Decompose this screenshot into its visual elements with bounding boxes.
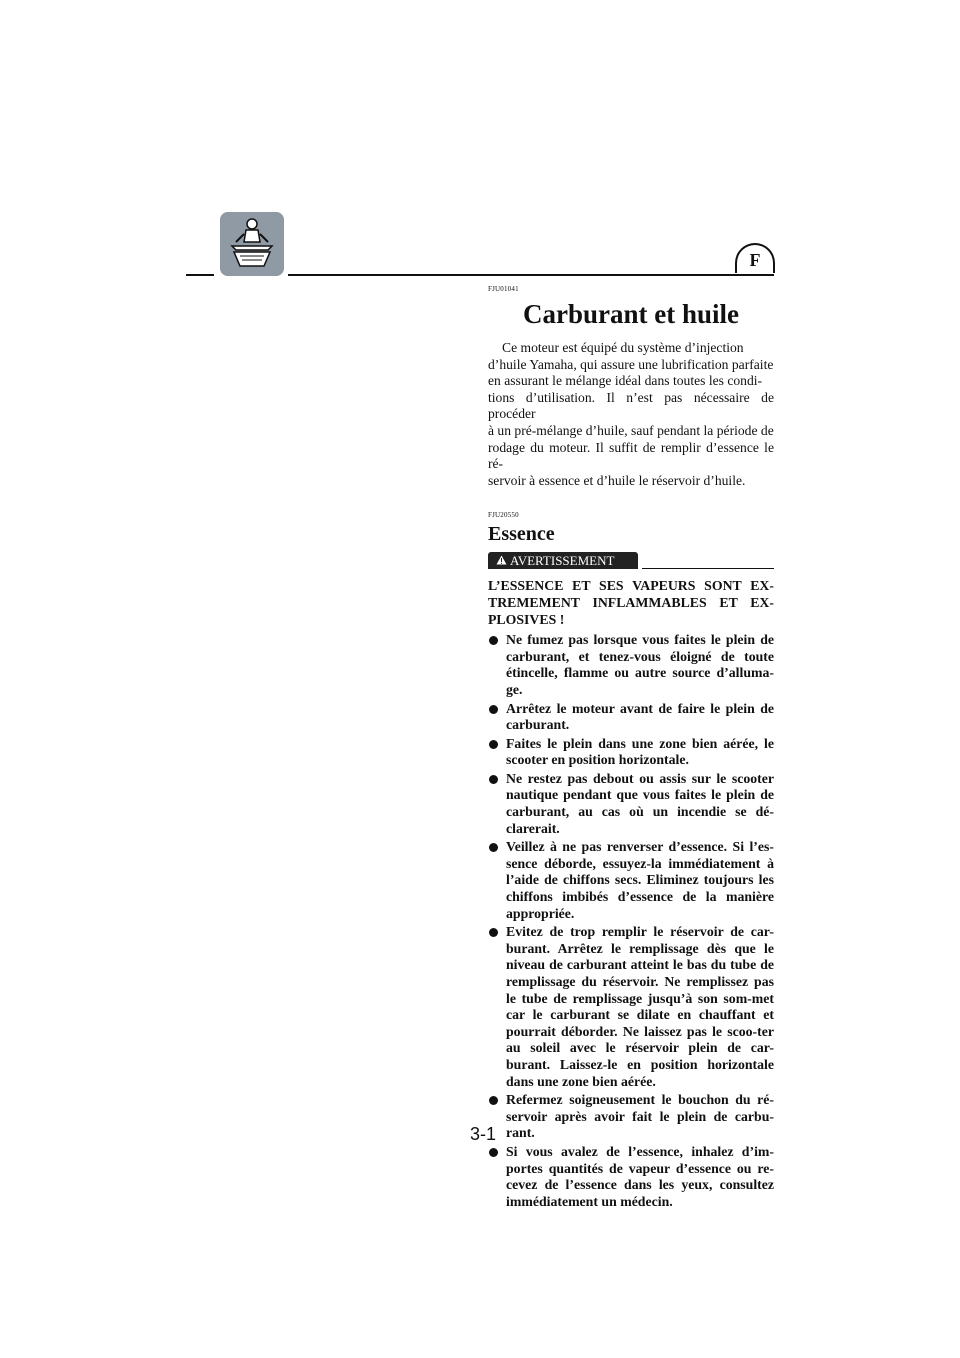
subsection-code: FJU20550: [488, 511, 519, 520]
bullet-text: Arrêtez le moteur avant de faire le plein de carburant.: [506, 700, 774, 733]
bullet-text: Ne restez pas debout ou assis sur le scooter nautique pendant que vous faites le plein de carburant, au cas où un incendie se dé-clarerait.: [506, 770, 774, 836]
language-badge: F: [735, 243, 775, 273]
bullet-icon: [489, 636, 498, 645]
section-title: Carburant et huile: [523, 299, 739, 329]
intro-line: servoir à essence et d’huile le réservoir d’huile.: [488, 472, 746, 488]
bullet-text: Si vous avalez de l’essence, inhalez d’im-portes quantités de vapeur d’essence ou re-cevez de l’essence dans les yeux, consultez immédiatement un médecin.: [506, 1143, 774, 1209]
warning-bullet-list: [488, 632, 774, 1210]
header-rule-left: [186, 274, 214, 276]
bullet-icon: [489, 843, 498, 852]
content-column: [488, 285, 774, 1212]
bullet-icon: [489, 775, 498, 784]
bullet-icon: [489, 928, 498, 937]
list-item: [488, 701, 774, 734]
intro-line: rodage du moteur. Il suffit de remplir d’essence le ré-: [488, 439, 774, 472]
bullet-text: Refermez soigneusement le bouchon du ré-servoir après avoir fait le plein de carbu-rant.: [506, 1092, 774, 1141]
list-item: [488, 924, 774, 1090]
bullet-text: Faites le plein dans une zone bien aérée, le scooter en position horizontale.: [506, 735, 774, 768]
section-code: FJU01041: [488, 285, 519, 293]
bullet-icon: [489, 1096, 498, 1105]
subsection-title: Essence: [488, 523, 555, 546]
list-item: [488, 736, 774, 769]
warning-label-box: [488, 552, 638, 569]
intro-line: Ce moteur est équipé du système d’injection: [502, 340, 744, 355]
page-number: 3-1: [470, 1124, 497, 1144]
intro-line: tions d’utilisation. Il n’est pas nécessaire de procéder: [488, 389, 774, 422]
intro-line: d’huile Yamaha, qui assure une lubrification parfaite: [488, 356, 774, 372]
bullet-text: Ne fumez pas lorsque vous faites le plein de carburant, et tenez-vous éloigné de toute étincelle, flamme ou autre source d’alluma-ge.: [506, 632, 774, 697]
list-item: [488, 1092, 774, 1142]
bullet-icon: [489, 740, 498, 749]
bullet-icon: [489, 705, 498, 714]
warning-intro: L’ESSENCE ET SES VAPEURS SONT EX-TREMEMENT INFLAMMABLES ET EX-PLOSIVES !: [488, 578, 774, 627]
warning-header: [488, 552, 774, 572]
list-item: [488, 1144, 774, 1210]
list-item: [488, 771, 774, 837]
bullet-text: Veillez à ne pas renverser d’essence. Si l’es-sence déborde, essuyez-la immédiatement à l’aide de chiffons secs. Eliminez toujours les chiffons imbibés d’essence de la manière appropriée.: [506, 839, 774, 921]
bullet-icon: [489, 1148, 498, 1157]
warning-rule: [642, 568, 774, 569]
list-item: [488, 839, 774, 922]
intro-paragraph: [488, 340, 774, 489]
header-rule-right: [288, 274, 774, 276]
warning-triangle-icon: [496, 552, 507, 569]
list-item: [488, 632, 774, 698]
intro-line: à un pré-mélange d’huile, sauf pendant la période de: [488, 422, 774, 438]
warning-label: AVERTISSEMENT: [510, 553, 615, 569]
jet-ski-rider-icon: [220, 212, 284, 276]
bullet-text: Evitez de trop remplir le réservoir de car-burant. Arrêtez le remplissage dès que le niveau de carburant atteint le bas du tube de remplissage du réservoir. Ne remplissez pas le tube de remplissage jusqu’à son som-met car le carburant se dilate en chauffant et pourrait déborder. Ne laissez pas le scoo-ter au soleil avec le réservoir plein de car-burant. Laissez-le en position horizontale dans une zone bien aérée.: [506, 924, 774, 1089]
intro-line: en assurant le mélange idéal dans toutes les condi-: [488, 373, 763, 389]
